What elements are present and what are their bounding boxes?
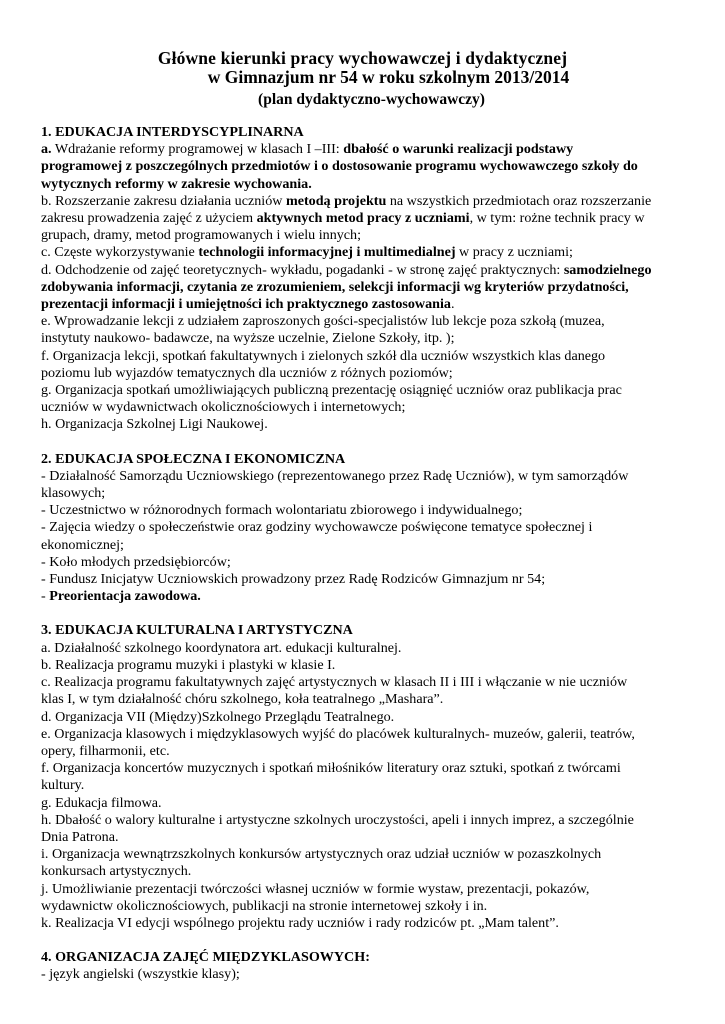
list-item: - Preorientacja zawodowa. — [41, 588, 201, 605]
title-line-3: (plan dydaktyczno-wychowawczy) — [258, 91, 485, 108]
paragraph-line: programowej z poszczególnych przedmiotów i o dostosowanie programu wychowawczego szkoły do — [41, 158, 638, 175]
section-2-heading: 2. EDUKACJA SPOŁECZNA I EKONOMICZNA — [41, 450, 346, 467]
list-item: b. Realizacja programu muzyki i plastyki w klasie I. — [41, 656, 336, 673]
paragraph-line: c. Częste wykorzystywanie technologii informacyjnej i multimedialnej w pracy z uczniami; — [41, 244, 573, 261]
paragraph-line: wytycznych reformy w zakresie wychowania. — [41, 175, 312, 192]
list-item: kultury. — [41, 777, 85, 794]
paragraph-line: e. Wprowadzanie lekcji z udziałem zaproszonych gości-specjalistów lub lekcje poza szkołą (muzea, — [41, 313, 605, 330]
list-item: d. Organizacja VII (Między)Szkolnego Przeglądu Teatralnego. — [41, 708, 395, 725]
paragraph-line: instytuty naukowo- badawcze, na wyższe uczelnie, Zielone Szkoły, itp. ); — [41, 330, 455, 347]
paragraph-line: d. Odchodzenie od zajęć teoretycznych- wykładu, pogadanki - w stronę zajęć praktycznych: samodzielnego — [41, 261, 652, 278]
section-4-heading: 4. ORGANIZACJA ZAJĘĆ MIĘDZYKLASOWYCH: — [41, 949, 370, 966]
paragraph-line: prezentacji informacji i umiejętności ich praktycznego zastosowania. — [41, 296, 455, 313]
list-item: c. Realizacja programu fakultatywnych zajęć artystycznych w klasach II i III i włączanie w nie uczniów — [41, 674, 628, 691]
list-item: opery, filharmonii, etc. — [41, 742, 170, 759]
list-item: konkursach artystycznych. — [41, 863, 192, 880]
document-body — [41, 124, 691, 984]
list-item: f. Organizacja koncertów muzycznych i spotkań miłośników literatury oraz sztuki, spotkań z twórcami — [41, 760, 621, 777]
paragraph-line: g. Organizacja spotkań umożliwiających publiczną prezentację osiągnięć uczniów oraz publikacja prac — [41, 382, 622, 399]
list-item: - Koło młodych przedsiębiorców; — [41, 553, 231, 570]
list-item: klasowych; — [41, 485, 106, 502]
list-item: j. Umożliwianie prezentacji twórczości własnej uczniów w formie wystaw, prezentacji, pokazów, — [41, 880, 590, 897]
list-item: - Fundusz Inicjatyw Uczniowskich prowadzony przez Radę Rodziców Gimnazjum nr 54; — [41, 571, 546, 588]
list-item: Dnia Patrona. — [41, 828, 119, 845]
paragraph-line: f. Organizacja lekcji, spotkań fakultatywnych i zielonych szkół dla uczniów wszystkich klas danego — [41, 347, 606, 364]
paragraph-line: uczniów w wydawnictwach okolicznościowych i internetowych; — [41, 399, 406, 416]
list-item: k. Realizacja VI edycji wspólnego projektu rady uczniów i rady rodziców pt. „Mam talent”. — [41, 914, 559, 931]
section-1-heading: 1. EDUKACJA INTERDYSCYPLINARNA — [41, 124, 304, 140]
list-item: - Zajęcia wiedzy o społeczeństwie oraz godziny wychowawcze poświęcone tematyce społecznej i — [41, 519, 593, 536]
paragraph-line: h. Organizacja Szkolnej Ligi Naukowej. — [41, 416, 268, 433]
paragraph-line: poziomu lub wyjazdów tematycznych dla uczniów z różnych poziomów; — [41, 364, 453, 381]
list-item: wydawnictw okolicznościowych, publikacji na stronie internetowej szkoły i in. — [41, 897, 488, 914]
paragraph-line: grupach, dramy, metod programowanych i wielu innych; — [41, 227, 362, 244]
list-item: ekonomicznej; — [41, 536, 124, 553]
paragraph-line: a. Wdrażanie reformy programowej w klasach I –III: dbałość o warunki realizacji podstawy — [41, 141, 574, 158]
list-item: - Uczestnictwo w różnorodnych formach wolontariatu zbiorowego i indywidualnego; — [41, 502, 523, 519]
list-item: e. Organizacja klasowych i międzyklasowych wyjść do placówek kulturalnych- muzeów, galerii, teatrów, — [41, 725, 635, 742]
list-item: - Działalność Samorządu Uczniowskiego (reprezentowanego przez Radę Uczniów), w tym samorządów — [41, 467, 629, 484]
paragraph-line: zakresu prowadzenia zajęć z użyciem aktywnych metod pracy z uczniami, w tym: rożne technik pracy w — [41, 210, 645, 227]
list-item: a. Działalność szkolnego koordynatora art. edukacji kulturalnej. — [41, 639, 402, 656]
list-item: i. Organizacja wewnątrzszkolnych konkursów artystycznych oraz udział uczniów w pozaszkolnych — [41, 846, 602, 863]
list-item: h. Dbałość o walory kulturalne i artystyczne szkolnych uroczystości, apeli i innych imprez, a szczególnie — [41, 811, 634, 828]
title-line-1: Główne kierunki pracy wychowawczej i dydaktycznej — [157, 48, 568, 68]
paragraph-line: b. Rozszerzanie zakresu działania uczniów metodą projektu na wszystkich przedmiotach oraz rozszerzanie — [41, 192, 652, 209]
section-3-heading: 3. EDUKACJA KULTURALNA I ARTYSTYCZNA — [41, 622, 353, 639]
list-item: g. Edukacja filmowa. — [41, 794, 162, 811]
title-line-2: w Gimnazjum nr 54 w roku szkolnym 2013/2014 — [207, 67, 570, 87]
paragraph-line: zdobywania informacji, czytania ze zrozumieniem, selekcji informacji wg kryteriów przydatności, — [41, 278, 629, 295]
list-item: klas I, w tym działalność chóru szkolnego, koła teatralnego „Mashara”. — [41, 691, 444, 708]
list-item: - język angielski (wszystkie klasy); — [41, 966, 240, 983]
